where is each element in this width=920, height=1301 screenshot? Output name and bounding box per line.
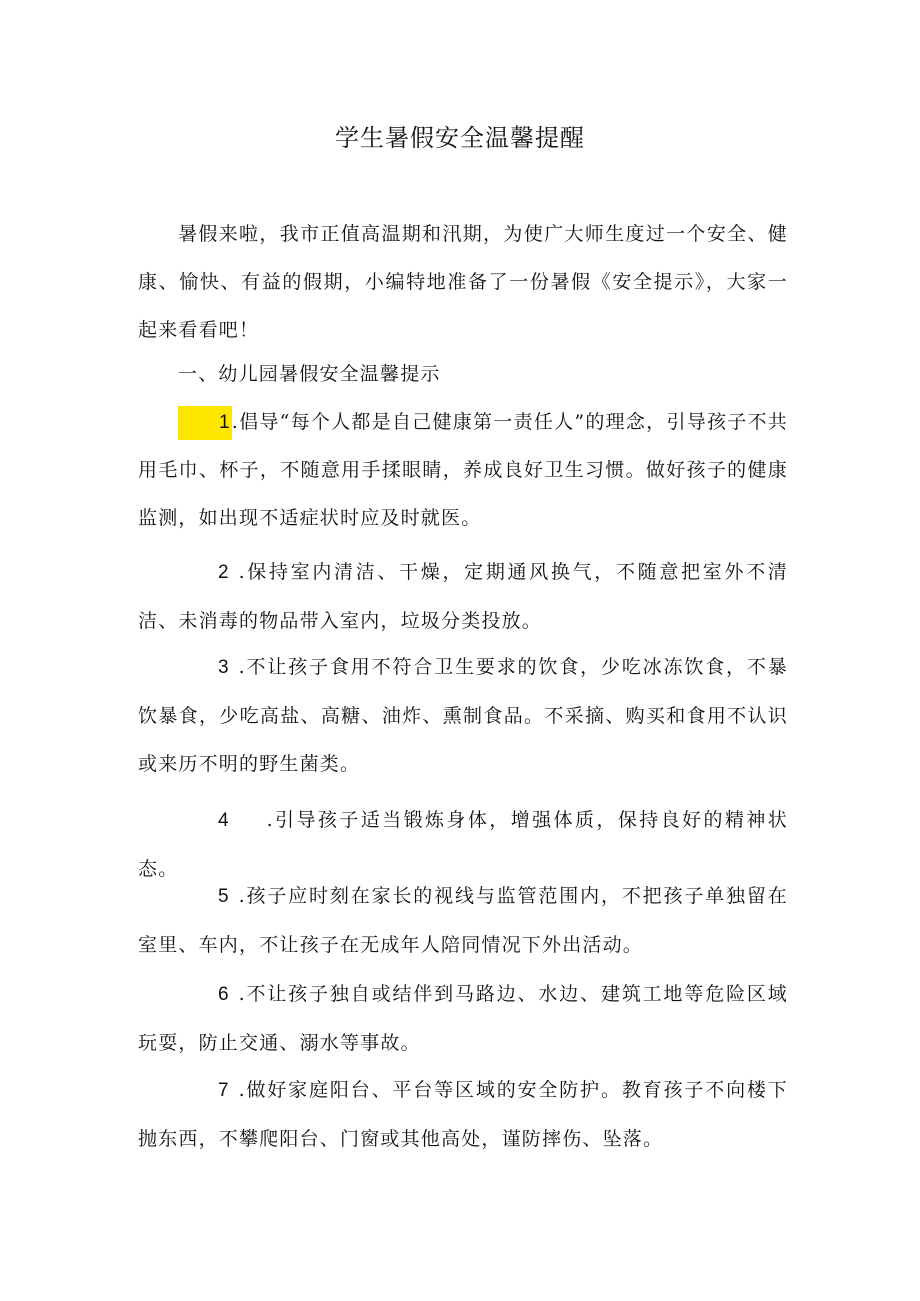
list-item [138,970,788,1067]
item-number: 4 [218,810,229,831]
section-heading: 一、幼儿园暑假安全温馨提示 [178,363,441,385]
item-number: 3 [218,657,229,678]
item-number: 2 [218,562,229,583]
item-text: .引导孩子适当锻炼身体，增强体质，保持良好的精神状态。 [138,809,788,880]
list-item [138,398,788,542]
item-text: .保持室内清洁、干燥，定期通风换气，不随意把室外不清洁、未消毒的物品带入室内，垃圾分类投放。 [138,561,788,632]
item-text: .不让孩子独自或结伴到马路边、水边、建筑工地等危险区域玩耍，防止交通、溺水等事故。 [138,983,788,1054]
item-text: .倡导“每个人都是自己健康第一责任人”的理念，引导孩子不共用毛巾、杯子，不随意用手揉眼睛，养成良好卫生习惯。做好孩子的健康监测，如出现不适症状时应及时就医。 [138,411,788,529]
item-number: 6 [218,984,229,1005]
item-text: .不让孩子食用不符合卫生要求的饮食，少吃冰冻饮食，不暴饮暴食，少吃高盐、高糖、油炸、熏制食品。不采摘、购买和食用不认识或来历不明的野生菌类。 [138,656,788,775]
list-item [138,643,788,788]
list-item [138,1066,788,1163]
list-item [138,872,788,969]
item-number-highlighted: 1 [178,406,232,440]
document-title: 学生暑假安全温馨提醒 [335,124,585,152]
item-text: .做好家庭阳台、平台等区域的安全防护。教育孩子不向楼下抛东西，不攀爬阳台、门窗或其他高处，谨防摔伤、坠落。 [138,1079,788,1150]
item-text: .孩子应时刻在家长的视线与监管范围内，不把孩子单独留在室里、车内，不让孩子在无成年人陪同情况下外出活动。 [138,885,788,956]
item-number: 7 [218,1080,229,1101]
intro-paragraph: 暑假来啦，我市正值高温期和汛期，为使广大师生度过一个安全、健康、愉快、有益的假期，小编特地准备了一份暑假《安全提示》，大家一起来看看吧！ [138,223,788,341]
item-number: 5 [218,886,229,907]
list-item [138,548,788,645]
